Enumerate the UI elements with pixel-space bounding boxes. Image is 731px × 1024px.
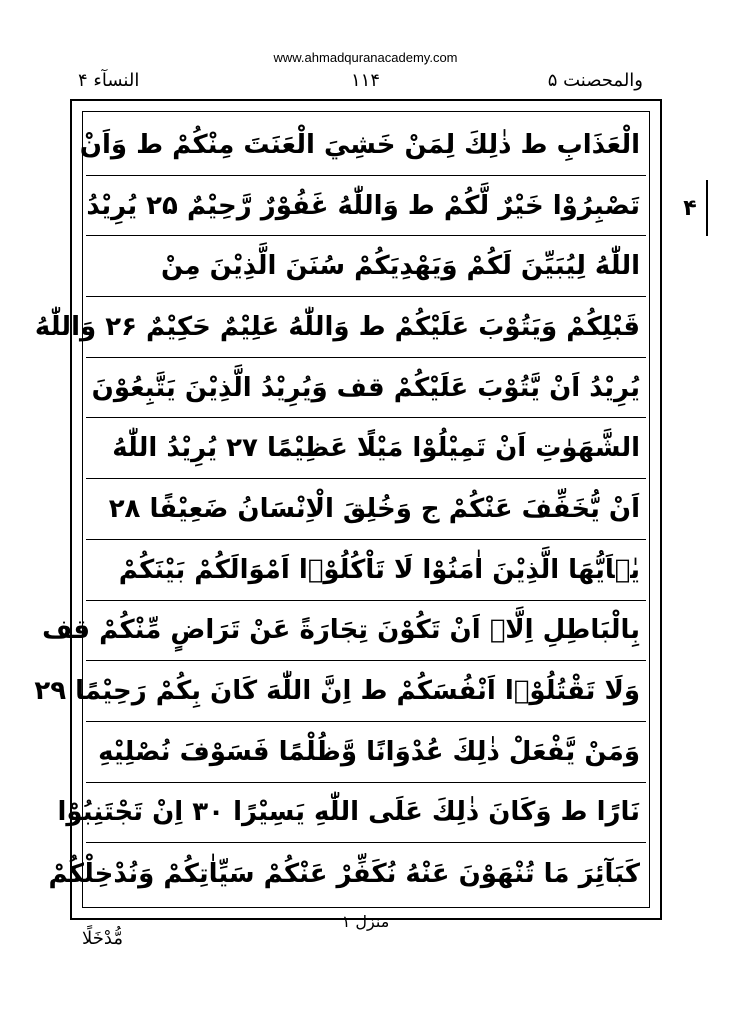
text-line: يٰۤاَيُّهَا الَّذِيْنَ اٰمَنُوْا لَا تَاْكُلُوْۤا اَمْوَالَكُمْ بَيْنَكُمْ: [86, 540, 646, 601]
text-line: نَارًا ط وَكَانَ ذٰلِكَ عَلَى اللّٰهِ يَسِيْرًا ۳۰ اِنْ تَجْتَنِبُوْا: [86, 783, 646, 844]
text-line: وَلَا تَقْتُلُوْۤا اَنْفُسَكُمْ ط اِنَّ اللّٰهَ كَانَ بِكُمْ رَحِيْمًا ۲۹: [86, 661, 646, 722]
page-number: ۱۱۴: [350, 70, 380, 91]
text-line: الْعَذَابِ ط ذٰلِكَ لِمَنْ خَشِيَ الْعَنَتَ مِنْكُمْ ط وَاَنْ: [86, 115, 646, 176]
text-line: اللّٰهُ لِيُبَيِّنَ لَكُمْ وَيَهْدِيَكُمْ سُنَنَ الَّذِيْنَ مِنْ: [86, 236, 646, 297]
manzil-label: منزل ۱: [341, 912, 390, 931]
text-line: الشَّهَوٰتِ اَنْ تَمِيْلُوْا مَيْلًا عَظِيْمًا ۲۷ يُرِيْدُ اللّٰهُ: [86, 418, 646, 479]
text-line: وَمَنْ يَّفْعَلْ ذٰلِكَ عُدْوَانًا وَّظُلْمًا فَسَوْفَ نُصْلِيْهِ: [86, 722, 646, 783]
text-line: اَنْ يُّخَفِّفَ عَنْكُمْ ج وَخُلِقَ الْاِنْسَانُ ضَعِيْفًا ۲۸: [86, 479, 646, 540]
text-line: تَصْبِرُوْا خَيْرٌ لَّكُمْ ط وَاللّٰهُ غَفُوْرٌ رَّحِيْمٌ ۲۵ يُرِيْدُ: [86, 176, 646, 237]
text-line: قَبْلِكُمْ وَيَتُوْبَ عَلَيْكُمْ ط وَاللّٰهُ عَلِيْمٌ حَكِيْمٌ ۲۶ وَاللّٰهُ: [86, 297, 646, 358]
ruku-marker: ۴: [683, 195, 697, 221]
text-line: بِالْبَاطِلِ اِلَّاۤ اَنْ تَكُوْنَ تِجَارَةً عَنْ تَرَاضٍ مِّنْكُمْ قف: [86, 601, 646, 662]
catchword: مُّدْخَلًا: [82, 928, 123, 949]
website-url: www.ahmadquranacademy.com: [273, 50, 458, 65]
juz-title: والمحصنت ۵: [547, 70, 643, 91]
text-line: كَبَآئِرَ مَا تُنْهَوْنَ عَنْهُ نُكَفِّرْ عَنْكُمْ سَيِّاٰتِكُمْ وَنُدْخِلْكُمْ: [48, 858, 640, 889]
surah-title: النسآء ۴: [78, 70, 140, 91]
text-line: يُرِيْدُ اَنْ يَّتُوْبَ عَلَيْكُمْ قف وَيُرِيْدُ الَّذِيْنَ يَتَّبِعُوْنَ: [86, 358, 646, 419]
quran-text-block: [34, 115, 646, 904]
